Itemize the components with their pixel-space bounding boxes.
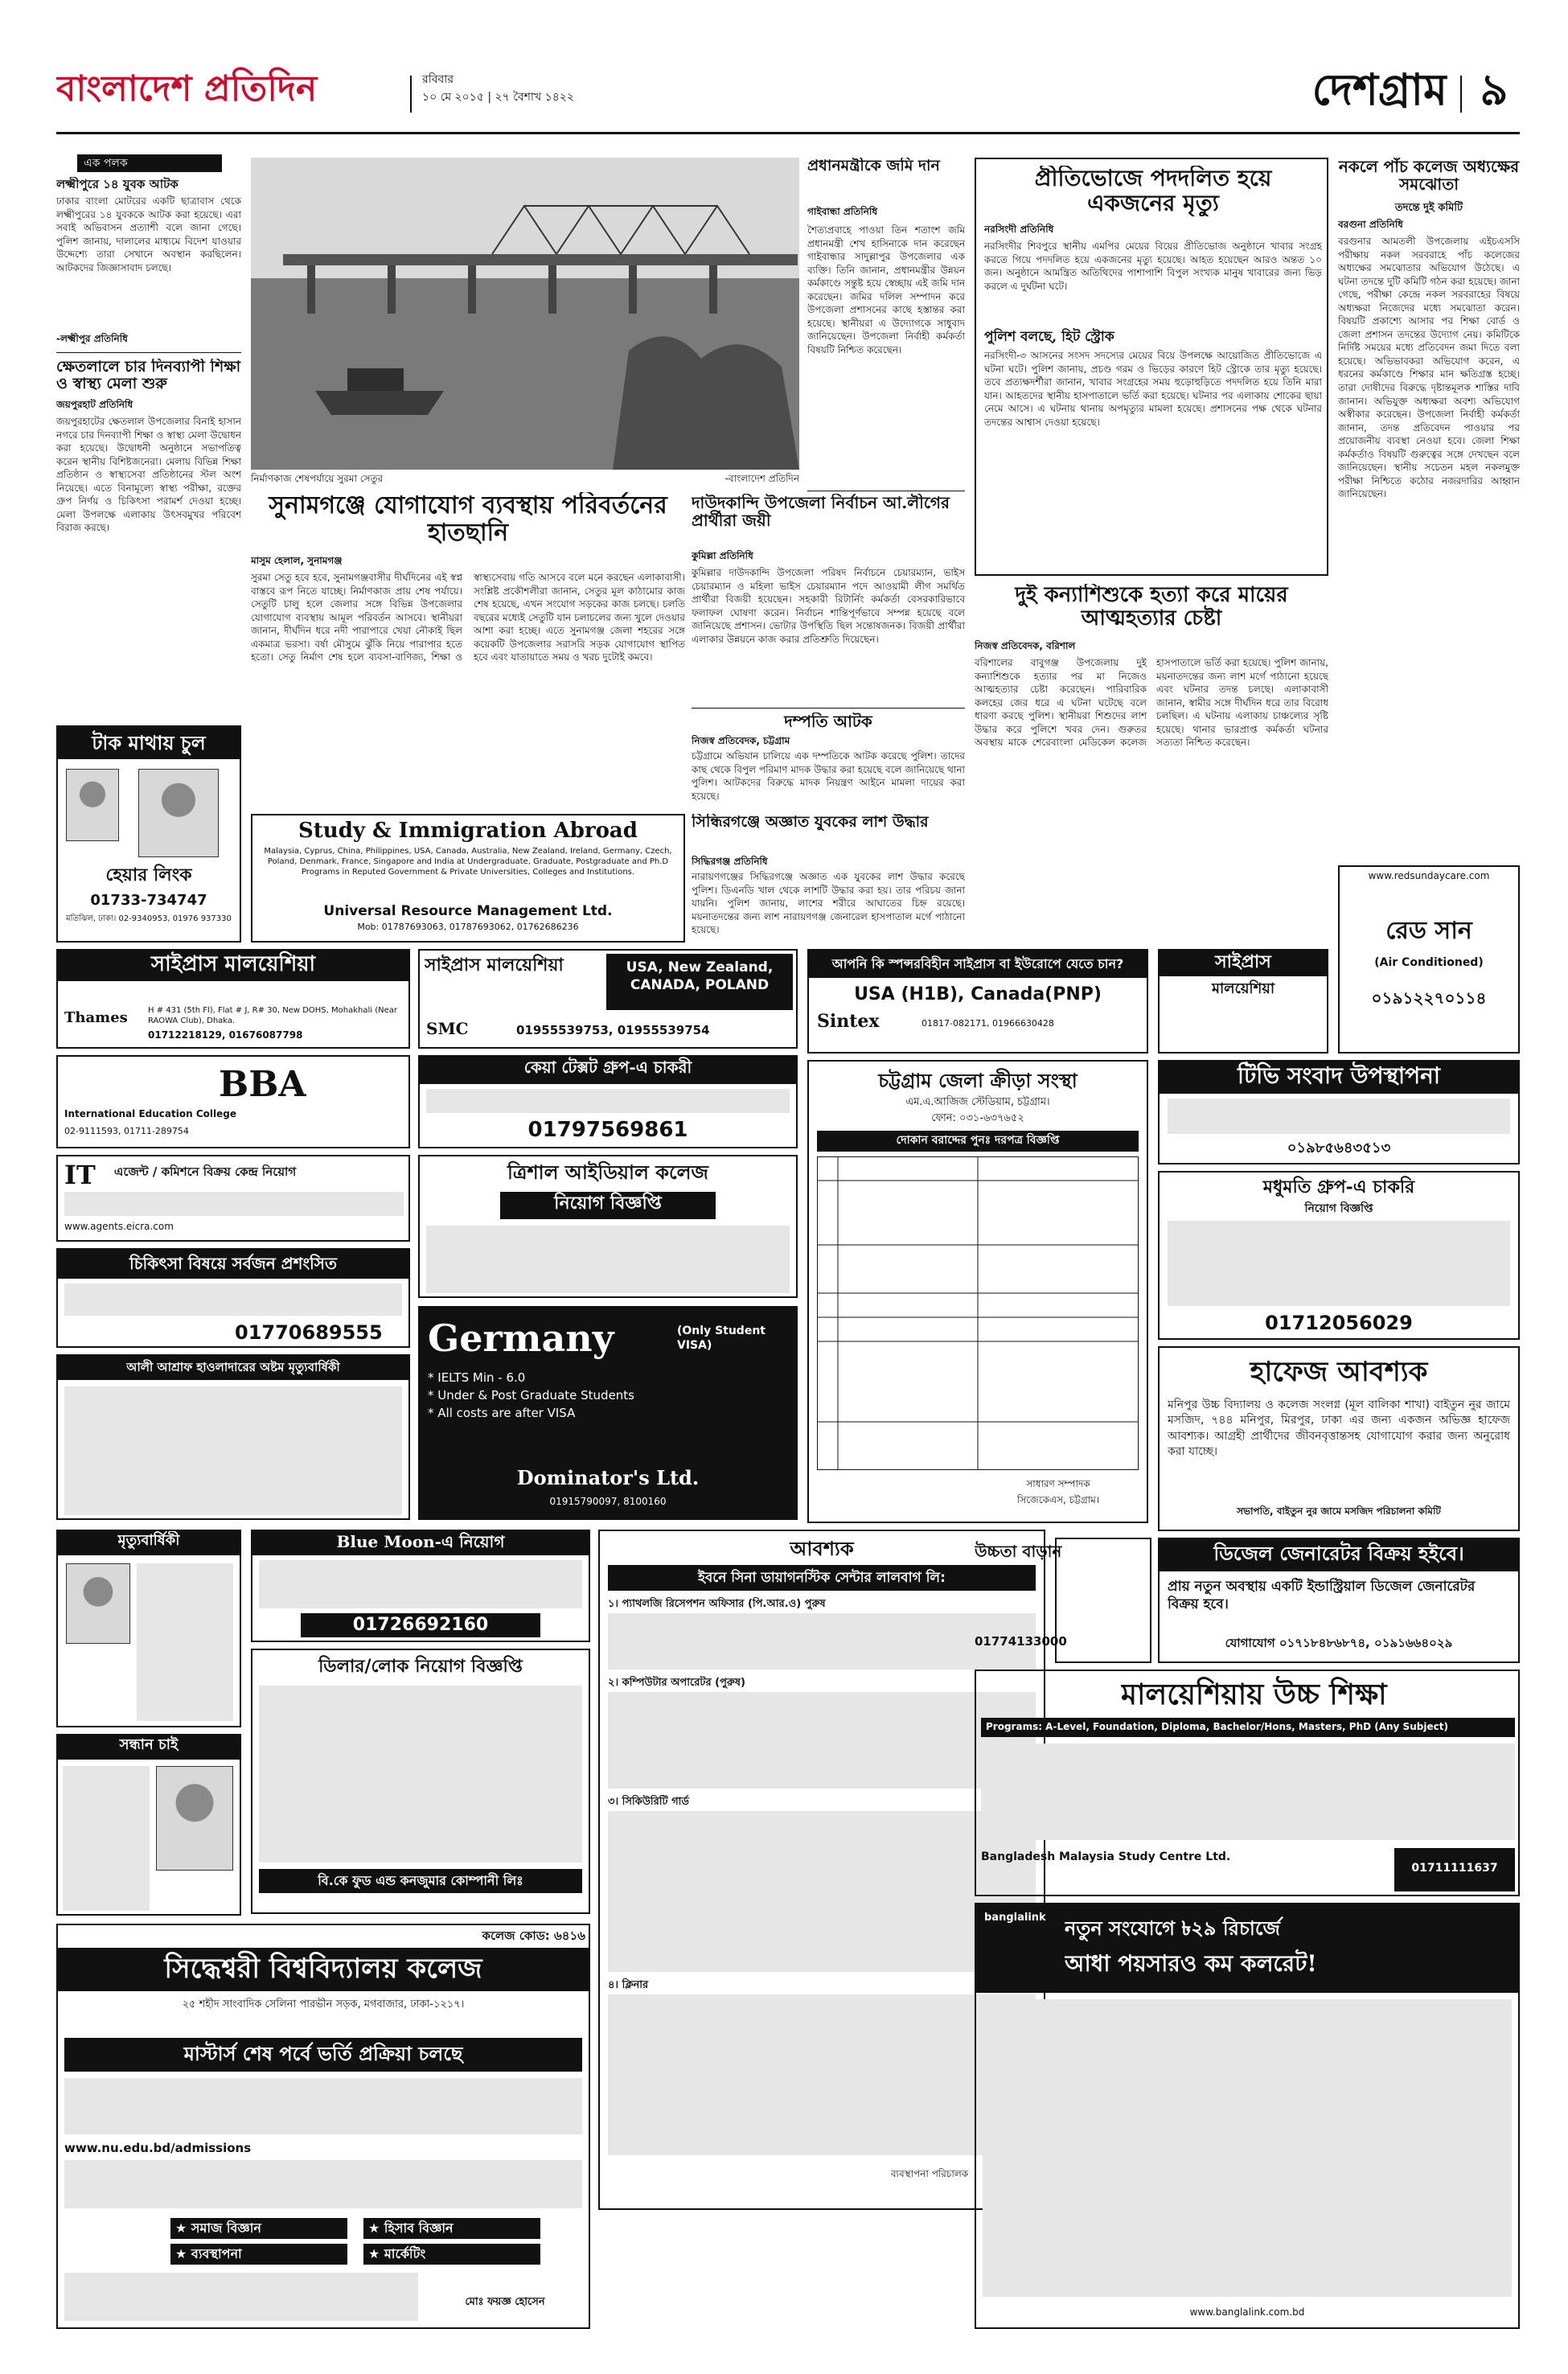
- ad-siddheswari-body2: [64, 2160, 582, 2208]
- ad-cyprus-thames: [56, 949, 410, 1049]
- ad-siddheswari-title: সিদ্ধেশ্বরী বিশ্ববিদ্যালয় কলেজ: [58, 1948, 589, 1991]
- ad-uchchota-content: [975, 1538, 1151, 1663]
- ad-redsun-site: www.redsundaycare.com: [1368, 870, 1490, 881]
- bridge-photo-credit: -বাংলাদেশ প্রতিদিন: [724, 473, 799, 484]
- ad-sports-phone: ফোন: ০৩১-৬৩৭৬৫২: [931, 1112, 1024, 1124]
- ad-siddheswari: [56, 1924, 590, 2329]
- sitakunda-story: [807, 624, 965, 632]
- ad-dealer-body: [259, 1686, 582, 1863]
- ad-bba-title: BBA: [219, 1064, 306, 1105]
- ad-it-line: এজেন্ট / কমিশনে বিক্রয় কেন্দ্র নিয়োগ: [114, 1164, 297, 1179]
- ad-dealer: [251, 1649, 590, 1914]
- ad-madhumati-title: মধুমতি গ্রুপ-এ চাকরি: [1262, 1177, 1415, 1197]
- preetibhoj-headline: প্রীতিভোজে পদদলিত হয়ে একজনের মৃত্যু: [1034, 166, 1272, 216]
- ad-uchchota-title: উচ্চতা বাড়ান: [975, 1542, 1062, 1561]
- ad-tv-phone: ০১৯৮৫৬৪৩৫১৩: [1287, 1140, 1391, 1156]
- ad-ibnsina-desc-1: [608, 1613, 1036, 1670]
- bridge-byline: মাসুম হেলাল, সুনামগঞ্জ: [251, 555, 343, 566]
- ad-siddheswari-s1: ★ সমাজ বিজ্ঞান: [170, 2218, 347, 2239]
- ad-doctor: [56, 1248, 410, 1348]
- ad-malaysia-title: মালয়েশিয়ায় উচ্চ শিক্ষা: [1121, 1678, 1387, 1711]
- siddhirganj-headline: সিন্ধিরগঞ্জে অজ্ঞাত যুবকের লাশ উদ্ধার: [692, 814, 929, 831]
- ad-germany-b1: * IELTS Min - 6.0: [428, 1370, 526, 1385]
- brief-headline-1: লক্ষ্মীপুরে ১৪ যুবক আটক: [56, 177, 179, 191]
- ad-siddheswari-body: [64, 2078, 582, 2134]
- ad-malaysia-unis: [981, 1744, 1515, 1840]
- ad-cyprus-right-sub: মালয়েশিয়া: [1211, 980, 1275, 997]
- ad-germany-title: Germany: [428, 1316, 614, 1360]
- ad-madhumati-phone: 01712056029: [1265, 1312, 1413, 1334]
- ad-doctor-title: চিকিৎসা বিষয়ে সর্বজন প্রশংসিত: [58, 1250, 408, 1279]
- pm-land-story: [807, 158, 965, 487]
- ad-cyprus-smc-brand: SMC: [426, 1019, 469, 1038]
- pm-land-body: শৈত্যপ্রবাহে পাওয়া তিন শতাংশ জমি প্রধানমন্ত্রী শেখ হাসিনাকে দান করেছেন গাইবান্ধার সাদুল্লাপুর উপজেলার এক ব্যক্তি। তিনি জানান, প্রধানমন্ত্রীর উন্নয়ন কর্মকাণ্ডে সন্তুষ্ট হয়ে স্বেচ্ছায় এই জমি দান করেছেন। জমির দলিল সম্পাদন করে উপজেলা প্রশাসনের কাছে হস্তান্তর করা হয়েছে। স্থানীয়রা এ উদ্যোগকে সাধুবাদ জানিয়েছেন। উপজেলা নির্বাহী কর্মকর্তা বিষয়টি নিশ্চিত করেছেন।: [807, 224, 965, 355]
- nokol-body: বরগুনার আমতলী উপজেলায় এইচএসসি পরীক্ষায় নকল সরবরাহে পাঁচ কলেজের অধ্যক্ষের সমঝোতার অভিযোগ উঠেছে। এ ঘটনা তদন্তে দুটি কমিটি গঠন করা হয়েছে। জানা গেছে, পরীক্ষা কেন্দ্রে নকল সরবরাহের বিষয়ে অধ্যক্ষরা নিজেদের মধ্যে সমঝোতা করেন। বিষয়টি প্রকাশ্যে আসার পর শিক্ষা বোর্ড ও জেলা প্রশাসন তদন্তের উদ্যোগ নেয়। কমিটিকে নির্দিষ্ট সময়ের মধ্যে প্রতিবেদন জমা দিতে বলা হয়েছে। অভিভাবকরা অভিযোগ করেন, এ ধরনের কর্মকাণ্ডে শিক্ষার মান ক্ষতিগ্রস্ত হচ্ছে। তারা দোষীদের বিরুদ্ধে দৃষ্টান্তমূলক শাস্তির দাবি জানান। অভিযুক্ত অধ্যক্ষরা অবশ্য অভিযোগ অস্বীকার করেছেন। উপজেলা নির্বাহী কর্মকর্তা জানান, তদন্ত প্রতিবেদন পাওয়ার পর প্রয়োজনীয় ব্যবস্থা নেওয়া হবে। জেলা শিক্ষা কর্মকর্তাও বিষয়টি গুরুত্বের সঙ্গে দেখছেন বলে জানিয়েছেন। স্থানীয় সচেতন মহল নকলমুক্ত পরীক্ষা নিশ্চিতে কঠোর নজরদারির আহ্বান জানিয়েছেন।: [1338, 236, 1520, 500]
- ad-ibnsina-item-1: ১। প্যাথলজি রিসেপশন অফিসার (পি.আর.ও) পুরুষ: [608, 1598, 826, 1610]
- ad-cyprus-smc-phone: 01955539753, 01955539754: [516, 1023, 710, 1037]
- mother-body: বরিশালের বাবুগঞ্জ উপজেলায় দুই কন্যাশিশুকে হত্যার পর মা নিজেও আত্মহত্যার চেষ্টা করেছেন। পারিবারিক কলহের জের ধরে এ ঘটনা ঘটেছে বলে ধারণা করছে পুলিশ। স্থানীয়রা শিশুদের লাশ উদ্ধার করে পুলিশে খবর দেন। গুরুতর অবস্থায় মাকে শেরেবাংলা মেডিকেল কলেজ হাসপাতালে ভর্তি করা হয়েছে। পুলিশ জানায়, ময়নাতদন্তের জন্য লাশ মর্গে পাঠানো হয়েছে এবং ঘটনার তদন্ত চলছে। এলাকাবাসী জানান, স্বামীর সঙ্গে দীর্ঘদিন ধরে তার বিরোধ চলছিল। এ ঘটনায় এলাকায় চাঞ্চল্যের সৃষ্টি হয়েছে। থানার ভারপ্রাপ্ত কর্মকর্তা ঘটনার সত্যতা নিশ্চিত করেছেন।: [975, 657, 1328, 749]
- page-number: ৯: [1480, 64, 1508, 115]
- ad-obituary: [56, 1530, 241, 1727]
- couple-arrest-story: [692, 713, 965, 809]
- ad-missing-title: সন্ধান চাই: [58, 1735, 240, 1760]
- siddhirganj-wrap: [807, 621, 965, 622]
- ad-germany: [418, 1306, 798, 1520]
- bridge-photo: [251, 158, 799, 470]
- ad-missing: [56, 1734, 241, 1916]
- ad-ibnsina-title: ইবনে সিনা ডায়াগনস্টিক সেন্টার লালবাগ লি:: [608, 1565, 1036, 1591]
- couple-credit: নিজস্ব প্রতিবেদক, চট্টগ্রাম: [692, 735, 790, 746]
- awami-story: [692, 492, 965, 705]
- ad-tak-brand: হেয়ার লিংক: [105, 865, 192, 885]
- bridge-headline: সুনামগঞ্জে যোগাযোগ ব্যবস্থায় পরিবর্তনের হাতছানি: [269, 492, 667, 547]
- ad-siddheswari-s3: ★ ব্যবস্থাপনা: [170, 2244, 347, 2265]
- ad-cyprus-thames-brand: Thames: [64, 1009, 128, 1026]
- ad-keya-table: [426, 1089, 790, 1113]
- ad-study-company: Universal Resource Management Ltd.: [323, 903, 613, 919]
- ad-tak-title: টাক মাথায় চুল: [58, 727, 240, 759]
- ad-germany-b2: * Under & Post Graduate Students: [428, 1388, 634, 1403]
- ad-it-body: [64, 1192, 404, 1216]
- ad-siddheswari-code: কলেজ কোড: ৬৪১৬: [482, 1928, 585, 1943]
- preetibhoj-body1: নরসিংদীর শিবপুরে স্থানীয় এমপির মেয়ের বিয়ের প্রীতিভোজ অনুষ্ঠানে খাবার সংগ্রহ করতে গিয়ে পদদলিত হয়ে একজনের মৃত্যু হয়েছে। আহত হয়েছেন আরও অন্তত ১০ জন। অনুষ্ঠানে আমন্ত্রিত অতিথিদের পাশাপাশি বিপুল সংখ্যক মানুষ খাবারের জন্য ভিড় করলে এ দুর্ঘটনা ঘটে।: [984, 240, 1322, 292]
- ad-sports-grid: [817, 1156, 1139, 1470]
- ad-cyprus-smc-label: USA, New Zealand, CANADA, POLAND: [606, 954, 793, 1010]
- section-title: দেশগ্রাম: [1311, 64, 1447, 115]
- ad-tak-addr: মতিঝিল, ঢাকা। 02-9340953, 01976 937330: [66, 914, 232, 923]
- siddhirganj-story: [975, 849, 1328, 857]
- bridge-photo-caption: নির্মাণকাজ শেষপর্যায়ে সুরমা সেতুর: [251, 473, 384, 484]
- ad-dealer-title: ডিলার/লোক নিয়োগ বিজ্ঞপ্তি: [318, 1656, 523, 1677]
- ad-it-agent: [56, 1155, 410, 1242]
- siddhirganj-story-main: [692, 814, 965, 943]
- awami-credit: কুমিল্লা প্রতিনিধি: [692, 550, 753, 561]
- ad-hafej-body: মনিপুর উচ্চ বিদ্যালয় ও কলেজ সংলগ্ন (মূল বালিকা শাখা) বাইতুন নুর জামে মসজিদ, ৭৪৪ মনিপুর, মিরপুর, ঢাকা এর জন্য একজন অভিজ্ঞ হাফেজ আবশ্যক। আগ্রহী প্রার্থীদের জীবনবৃত্তান্তসহ যোগাযোগ করার জন্য অনুরোধ করা যাচ্ছে।: [1168, 1399, 1510, 1458]
- siddhirganj: [975, 852, 1328, 853]
- ad-redsun: [1338, 865, 1520, 1054]
- ad-bluemoon-title: Blue Moon-এ নিয়োগ: [252, 1531, 589, 1555]
- ad-doctor-phone: 01770689555: [235, 1321, 383, 1344]
- ad-obituary-title: মৃত্যুবার্ষিকী: [58, 1531, 240, 1555]
- ad-diesel-body: প্রায় নতুন অবস্থায় একটি ইন্ডাস্ট্রিয়াল ডিজেল জেনারেটর বিক্রয় হবে।: [1168, 1579, 1476, 1613]
- ad-germany-sub: (Only Student VISA): [677, 1325, 766, 1353]
- ad-study-title: Study & Immigration Abroad: [298, 819, 638, 843]
- ad-it-site: www.agents.eicra.com: [64, 1221, 174, 1232]
- ad-uchchota-phone: 01774133000: [975, 1634, 1067, 1649]
- awami-headline: দাউদকান্দি উপজেলা নির্বাচন আ.লীগের প্রার্থীরা জয়ী: [692, 494, 950, 530]
- ad-cyprus-right-title: সাইপ্রাস: [1160, 951, 1327, 976]
- ad-germany-phone: 01915790097, 8100160: [549, 1496, 667, 1507]
- ad-ibnsina-sign: ব্যবস্থাপনা পরিচালক: [890, 2168, 969, 2179]
- ad-cyprus-thames-title: সাইপ্রাস মালয়েশিয়া: [58, 951, 408, 981]
- ad-trishal-title: ত্রিশাল আইডিয়াল কলেজ: [507, 1160, 709, 1184]
- ad-banglalink-line1: নতুন সংযোগে ৳২৯ রিচার্জে: [1065, 1916, 1280, 1940]
- ad-tak-phone: 01733-734747: [90, 892, 207, 909]
- ad-germany-brand: Dominator's Ltd.: [516, 1466, 700, 1489]
- siddhirganj-body: নারায়ণগঞ্জের সিদ্ধিরগঞ্জে অজ্ঞাত এক যুবকের লাশ উদ্ধার করেছে পুলিশ। ডিএনডি খাল থেকে লাশটি উদ্ধার করা হয়। তার পরিচয় জানা যায়নি। পুলিশ জানায়, লাশের শরীরে আঘাতের চিহ্ন রয়েছে। ময়নাতদন্তের জন্য লাশ নারায়ণগঞ্জ জেনারেল হাসপাতাল মর্গে পাঠানো হয়েছে।: [692, 871, 965, 936]
- ad-tak-photo-2: [138, 769, 219, 857]
- pm-land-headline: প্রধানমন্ত্রীকে জমি দান: [807, 158, 940, 175]
- ad-missing-photo: [156, 1766, 233, 1871]
- ad-missing-body: [63, 1766, 150, 1911]
- ad-trishal-sub: নিয়োগ বিজ্ঞপ্তি: [500, 1192, 716, 1219]
- ad-banglalink-banner: [976, 1904, 1518, 1993]
- ad-diesel-title: ডিজেল জেনারেটর বিক্রয় হইবে।: [1160, 1539, 1518, 1571]
- ad-tak-photo-1: [66, 769, 119, 841]
- ad-memorial-title: আলী আশ্রাফ হাওলাদারের অষ্টম মৃত্যুবার্ষিকী: [58, 1356, 408, 1380]
- ad-tv-title: টিভি সংবাদ উপস্থাপনা: [1160, 1062, 1518, 1094]
- ad-siddheswari-site: www.nu.edu.bd/admissions: [64, 2141, 252, 2155]
- ad-sports-grid-lines: [817, 1156, 1139, 1470]
- ad-hafej-sign: সভাপতি, বাইতুন নুর জামে মসজিদ পরিচালনা কমিটি: [1237, 1505, 1441, 1517]
- ad-madhumati-table: [1168, 1221, 1510, 1306]
- masthead: [56, 61, 1520, 142]
- ad-sponsor-contact: 01817-082171, 01966630428: [922, 1018, 1054, 1029]
- ad-memorial-body: [64, 1386, 402, 1515]
- ad-dealer-company: বি.কে ফুড এন্ড কনজুমার কোম্পানী লিঃ: [259, 1869, 582, 1893]
- ad-study-abroad: [251, 814, 685, 943]
- preetibhoj-story: [975, 158, 1328, 576]
- ad-bluemoon: [251, 1530, 590, 1642]
- ad-cyprus-thames-phone: 01712218129, 01676087798: [148, 1029, 303, 1041]
- couple-body: চট্টগ্রামে অভিযান চালিয়ে এক দম্পতিকে আটক করেছে পুলিশ। তাদের কাছ থেকে বিপুল পরিমাণ মাদক উদ্ধার করা হয়েছে বলে জানিয়েছে থানা পুলিশ। আটকদের বিরুদ্ধে মাদক নিয়ন্ত্রণ আইনে মামলা দায়ের করা হয়েছে।: [692, 750, 965, 802]
- ad-cyprus-thames-addr: H # 431 (5th Fl), Flat # J, R# 30, New DOHS, Mohakhali (Near RAOWA Club), Dhaka.: [148, 1006, 397, 1026]
- ad-ibnsina-desc-4: [608, 1994, 1036, 2155]
- ad-ibnsina-head: আবশ্যক: [790, 1537, 854, 1560]
- mother-headline: দুই কন্যাশিশুকে হত্যা করে মায়ের আত্মহত্যার চেষ্টা: [1015, 584, 1288, 631]
- ad-sponsor-title: আপনি কি স্পন্সরবিহীন সাইপ্রাস বা ইউরোপে যেতে চান?: [809, 951, 1147, 978]
- nokol-sub: তদন্তে দুই কমিটি: [1394, 202, 1463, 214]
- ad-ibnsina-desc-2: [608, 1692, 1036, 1789]
- ad-siddheswari-footer: [64, 2273, 418, 2321]
- ad-diesel-phone: যোগাযোগ ০১৭১৮৪৮৬৮৭৪, ০১৯১৬৬৪০২৯: [1225, 1636, 1453, 1650]
- awami-body: কুমিল্লার দাউদকান্দি উপজেলা পরিষদ নির্বাচনে চেয়ারম্যান, ভাইস চেয়ারম্যান ও মহিলা ভাইস চেয়ারম্যান পদে আওয়ামী লীগ সমর্থিত প্রার্থীরা বিজয়ী হয়েছেন। সহকারী রিটার্নিং কর্মকর্তা বেসরকারিভাবে ফলাফল ঘোষণা করেন। নির্বাচন শান্তিপূর্ণভাবে সম্পন্ন হয়েছে বলে জানিয়েছে প্রশাসন। ভোটার উপস্থিতি ছিল সন্তোষজনক। বিজয়ী প্রার্থীরা এলাকার উন্নয়নে কাজ করার প্রতিশ্রুতি দিয়েছেন।: [692, 567, 965, 645]
- ad-tv-presenter: [1158, 1060, 1520, 1164]
- nokol-headline: নকলে পাঁচ কলেজ অধ্যক্ষের সমঝোতা: [1338, 158, 1520, 194]
- ad-siddheswari-headline: মাস্টার্স শেষ পর্বে ভর্তি প্রক্রিয়া চলছে: [64, 2038, 582, 2072]
- ad-malaysia-programs: Programs: A-Level, Foundation, Diploma, Bachelor/Hons, Masters, PhD (Any Subject): [981, 1718, 1515, 1737]
- ad-diesel: [1158, 1538, 1520, 1663]
- ad-banglalink-brand: banglalink: [984, 1912, 1046, 1924]
- ad-germany-b3: * All costs are after VISA: [428, 1406, 576, 1420]
- brief-body-2: জয়পুরহাটের ক্ষেতলাল উপজেলার বিনাই হাসান নগরে চার দিনব্যাপী শিক্ষা ও স্বাস্থ্য মেলা উদ্বোধন করা হয়েছে। উদ্বোধনী অনুষ্ঠানে সভাপতিত্ব করেন স্থানীয় বিশিষ্টজনেরা। মেলায় বিভিন্ন শিক্ষা প্রতিষ্ঠান ও স্বাস্থ্যসেবা প্রতিষ্ঠানের স্টল অংশ নিয়েছে। এতে বিনামূল্যে স্বাস্থ্য পরীক্ষা, রক্তের গ্রুপ নির্ণয় ও চিকিৎসা পরামর্শ দেওয়া হচ্ছে। মেলা উপলক্ষে এলাকায় উৎসবমুখর পরিবেশ বিরাজ করছে।: [56, 416, 241, 534]
- ad-cyprus-right: [1158, 949, 1328, 1054]
- ad-bba: [56, 1055, 410, 1148]
- ad-banglalink-line2: আধা পয়সারও কম কলরেট!: [1065, 1950, 1317, 1977]
- ad-it-title: IT: [64, 1160, 96, 1190]
- ad-banglalink-site: www.banglalink.com.bd: [1189, 2306, 1305, 2318]
- ad-study-contact: Mob: 01787693063, 01787693062, 01762686236: [357, 922, 579, 932]
- ad-redsun-brand: রেড সান: [1385, 917, 1472, 945]
- ad-trishal: [418, 1155, 798, 1298]
- couple-headline: দম্পতি আটক: [784, 713, 872, 731]
- ad-sports-addr: এম.এ.আজিজ স্টেডিয়াম, চট্টগ্রাম।: [905, 1096, 1050, 1108]
- ad-ibnsina-desc-3: [608, 1811, 1036, 1972]
- ad-keya-phone: 01797569861: [527, 1118, 688, 1142]
- ad-sports-title: চট্টগ্রাম জেলা ক্রীড়া সংস্থা: [878, 1069, 1077, 1092]
- pm-land-credit: গাইবান্ধা প্রতিনিধি: [807, 206, 878, 217]
- ad-doctor-body: [64, 1284, 402, 1316]
- ad-bluemoon-table: [259, 1560, 582, 1608]
- ad-redsun-phone: ০১৯১২২৭০১১৪: [1371, 988, 1487, 1008]
- masthead-day: রবিবার: [422, 73, 454, 86]
- ad-banglalink-terms: [983, 1999, 1512, 2297]
- ad-malaysia-phone: 01711111637: [1394, 1848, 1515, 1891]
- ad-madhumati-sub: নিয়োগ বিজ্ঞপ্তি: [1304, 1202, 1373, 1215]
- ad-bba-college: International Education College: [64, 1108, 236, 1119]
- ad-keya-title: কেয়া টেক্সট গ্রুপ-এ চাকরী: [420, 1057, 796, 1084]
- ad-ibnsina-item-4: ৪। ক্লিনার: [608, 1979, 649, 1991]
- newspaper-logo: বাংলাদেশ প্রতিদিন: [56, 68, 318, 109]
- ad-siddheswari-s4: ★ মার্কেটিং: [363, 2244, 540, 2265]
- ad-sponsor: [807, 949, 1148, 1054]
- ad-keya: [418, 1055, 798, 1148]
- ad-tak: [56, 725, 241, 943]
- ad-malaysia-brand: Bangladesh Malaysia Study Centre Ltd.: [981, 1850, 1231, 1863]
- ad-malaysia: [975, 1670, 1520, 1896]
- ad-study-countries: Malaysia, Cyprus, China, Philippines, USA, Canada, Australia, New Zealand, Ireland, Germany, Czech, Poland, Denmark, France, Singapore and India at Undergraduate, Graduate, Postgraduate and Ph.D Programs in Reputed Government & Private Universities, Colleges and Institutions.: [264, 847, 672, 877]
- ad-sports-tender: [807, 1060, 1148, 1523]
- ad-cyprus-smc: [418, 949, 798, 1049]
- ad-redsun-sub: (Air Conditioned): [1374, 956, 1484, 969]
- ad-hafej-title: হাফেজ আবশ্যক: [1250, 1356, 1428, 1388]
- ek-nojore-label: এক পলক: [77, 154, 222, 172]
- ad-trishal-body: [426, 1226, 790, 1293]
- brief-body-1: ঢাকার বাংলা মোটরের একটি ছাত্রাবাস থেকে লক্ষ্মীপুরের ১৪ যুবককে আটক করা হয়েছে। এরা সবাই অভিবাসন প্রত্যাশী বলে জানা গেছে। পুলিশ জানায়, দালালের মাধ্যমে বিদেশ যাওয়ার উদ্দেশ্যে তারা সেখানে অবস্থান করছিলেন। আটকদের জিজ্ঞাসাবাদ চলছে।: [56, 195, 241, 273]
- ad-bluemoon-phone: 01726692160: [301, 1613, 540, 1637]
- ad-siddheswari-s2: ★ হিসাব বিজ্ঞান: [363, 2218, 540, 2239]
- nokol-story: [1338, 158, 1520, 857]
- bridge-body: সুরমা সেতু হবে হবে, সুনামগঞ্জবাসীর দীর্ঘদিনের এই স্বপ্ন বাস্তবে রূপ নিতে যাচ্ছে। নির্মাণকাজ প্রায় শেষ পর্যায়ে। সেতুটি চালু হলে জেলার সঙ্গে বিভিন্ন উপজেলার যোগাযোগ ব্যবস্থায় আমূল পরিবর্তন আসবে। স্থানীয়রা জানান, দীর্ঘদিন ধরে নদী পারাপারে খেয়া নৌকাই ছিল একমাত্র ভরসা। বর্ষা মৌসুমে ঝুঁকি নিয়ে পারাপার হতে হতো। সেতু নির্মাণ শেষ হলে ব্যবসা-বাণিজ্য, শিক্ষা ও স্বাস্থ্যসেবায় গতি আসবে বলে মনে করছেন এলাকাবাসী। সংশ্লিষ্ট প্রকৌশলীরা জানান, সেতুর মূল কাঠামোর কাজ শেষ হয়েছে, এখন সংযোগ সড়কের কাজ চলছে। চলতি বছরের মধ্যেই সেতুটি যান চলাচলের জন্য খুলে দেওয়ার আশা করা হচ্ছে। এতে সুনামগঞ্জ জেলা শহরের সঙ্গে কয়েকটি উপজেলার সরাসরি সড়ক যোগাযোগ স্থাপিত হবে এবং যাতায়াতে সময় ও খরচ দুটোই কমবে।: [251, 572, 685, 663]
- ad-memorial: [56, 1354, 410, 1520]
- ad-sports-sign1: সাধারণ সম্পাদক: [1026, 1478, 1090, 1489]
- preetibhoj-credit: নরসিংদী প্রতিনিধি: [984, 224, 1054, 235]
- ad-sports-sign2: সিজেকেএস, চট্টগ্রাম।: [1016, 1494, 1100, 1505]
- bridge-photo-graphic: [251, 158, 799, 470]
- ad-ibnsina-item-3: ৩। সিকিউরিটি গার্ড: [608, 1796, 689, 1808]
- ad-sports-notice: দোকান বরাদ্দের পুনঃ দরপত্র বিজ্ঞপ্তি: [817, 1131, 1139, 1152]
- ad-hafej: [1158, 1346, 1520, 1531]
- ad-sponsor-brand: Sintex: [817, 1011, 880, 1032]
- ad-siddheswari-addr: ২৫ শহীদ সাংবাদিক সেলিনা পারভীন সড়ক, মগবাজার, ঢাকা-১২১৭।: [182, 1998, 465, 2011]
- siddhirganj-credit: সিদ্ধিরগঞ্জ প্রতিনিধি: [692, 856, 768, 867]
- ad-madhumati: [1158, 1171, 1520, 1340]
- masthead-date: ১০ মে ২০১৫ | ২৭ বৈশাখ ১৪২২: [422, 91, 575, 104]
- ad-cyprus-smc-title: সাইপ্রাস মালয়েশিয়া: [425, 955, 564, 975]
- ad-obituary-photo: [66, 1563, 130, 1644]
- ek-nojore-column: [56, 154, 241, 717]
- ad-bba-phone: 02-9111593, 01711-289754: [64, 1126, 189, 1136]
- brief-credit-2: জয়পুরহাট প্রতিনিধি: [56, 399, 133, 410]
- preetibhoj-subhead: পুলিশ বলছে, হিট স্ট্রোক: [984, 329, 1114, 345]
- ad-obituary-body: [137, 1563, 233, 1721]
- brief-credit-1: -লক্ষ্মীপুর প্রতিনিধি: [56, 333, 128, 344]
- mother-credit: নিজস্ব প্রতিবেদক, বরিশাল: [975, 640, 1076, 651]
- ad-sponsor-line: USA (H1B), Canada(PNP): [854, 984, 1102, 1004]
- nokol-credit: বরগুনা প্রতিনিধি: [1338, 219, 1403, 230]
- ad-siddheswari-sign: মোঃ ফয়জ্ঞ হোসেন: [465, 2296, 545, 2308]
- ad-tv-items: [1168, 1099, 1510, 1134]
- brief-headline-2: ক্ষেতলালে চার দিনব্যাপী শিক্ষা ও স্বাস্থ্য মেলা শুরু: [56, 359, 241, 393]
- ad-banglalink: [975, 1903, 1520, 2329]
- preetibhoj-body2: নরসিংদী-৩ আসনের সংসদ সদস্যের মেয়ের বিয়ে উপলক্ষে আয়োজিত প্রীতিভোজে এ ঘটনা ঘটে। পুলিশ জানায়, প্রচণ্ড গরম ও ভিড়ের কারণে হিট স্ট্রোকে তার মৃত্যু হয়েছে। তবে প্রত্যক্ষদর্শীরা জানান, খাবার সংগ্রহের সময় হুড়োহুড়িতে পদদলিত হয়ে তিনি মারা যান। আহতদের স্থানীয় হাসপাতালে ভর্তি করা হয়েছে। ঘটনার পর এলাকায় শোকের ছায়া নেমে আসে। এ ঘটনায় থানায় অপমৃত্যুর মামলা হয়েছে। প্রশাসনের পক্ষ থেকে ঘটনার তদন্তের আশ্বাস দেওয়া হয়েছে।: [984, 350, 1322, 428]
- ad-ibnsina-item-2: ২। কম্পিউটার অপারেটর (পুরুষ): [608, 1677, 745, 1689]
